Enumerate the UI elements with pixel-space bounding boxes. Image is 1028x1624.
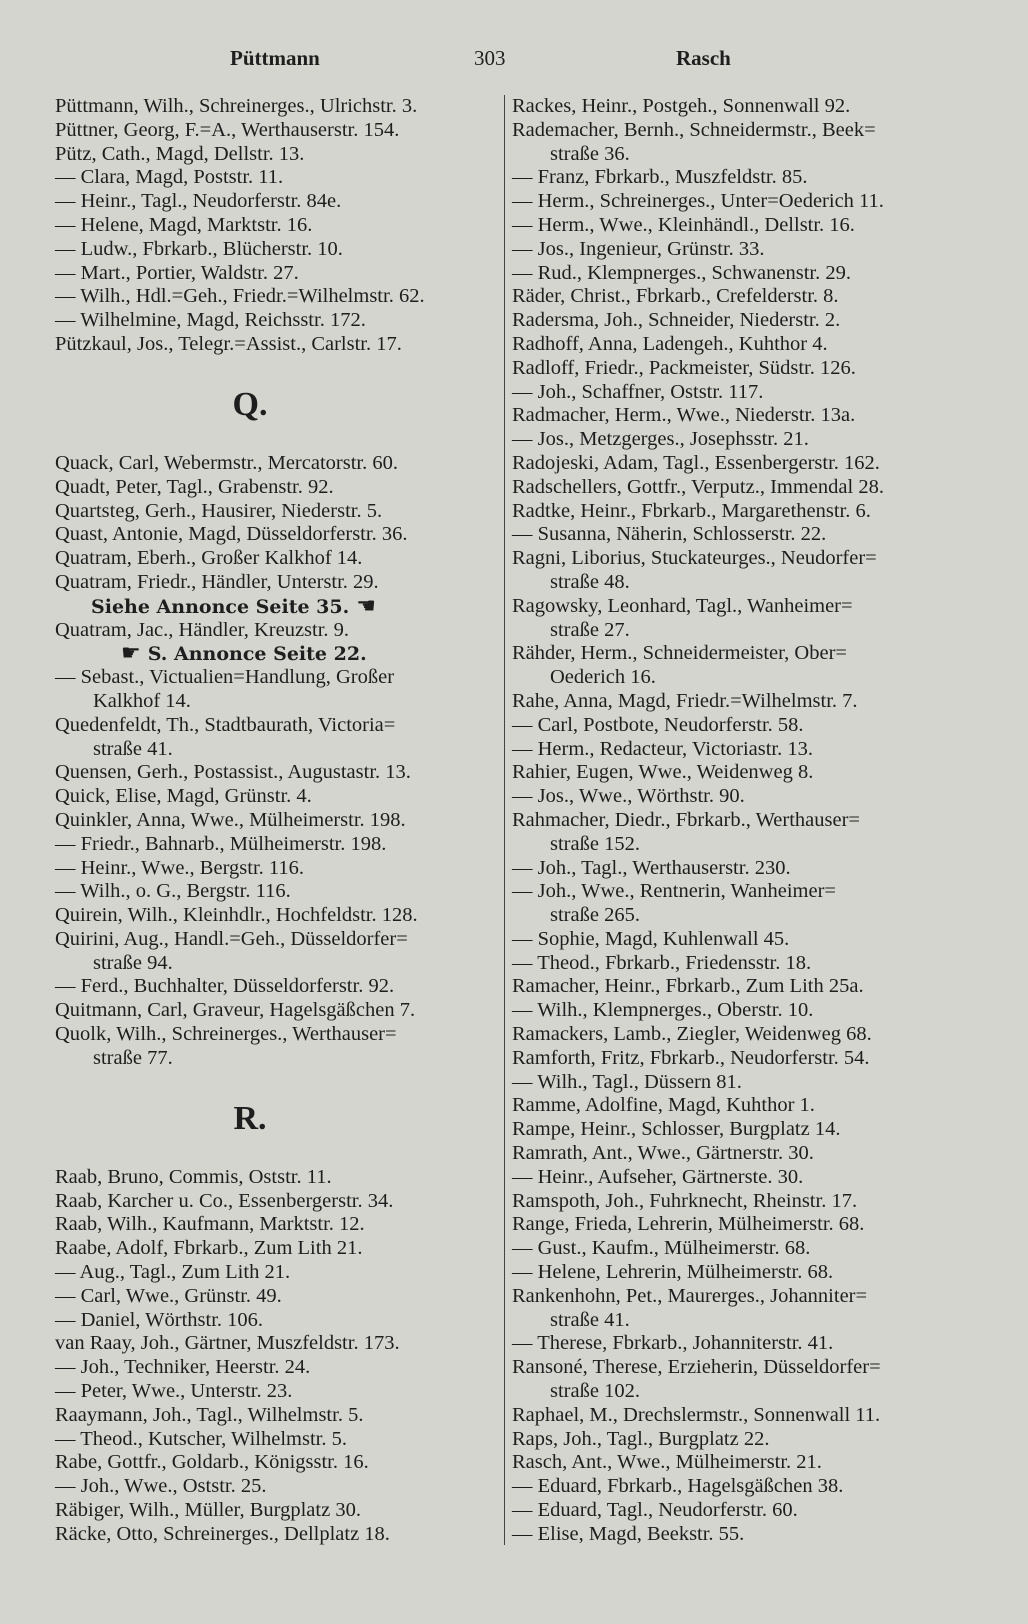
section-heading: Q. <box>232 385 268 423</box>
directory-entry: — Heinr., Wwe., Bergstr. 116. <box>55 856 305 879</box>
entry-continuation: straße 41. <box>93 737 173 760</box>
advertisement-reference <box>55 595 485 619</box>
directory-entry: — Sophie, Magd, Kuhlenwall 45. <box>512 927 790 950</box>
entry-continuation: straße 152. <box>550 832 640 855</box>
directory-entry: Quensen, Gerh., Postassist., Augustastr. 13. <box>55 761 411 784</box>
directory-entry: Quedenfeldt, Th., Stadtbaurath, Victoria= <box>55 713 396 736</box>
running-head-right: Rasch <box>676 46 731 70</box>
directory-entry: — Carl, Wwe., Grünstr. 49. <box>55 1284 282 1307</box>
directory-entry: Quatram, Eberh., Großer Kalkhof 14. <box>55 547 363 570</box>
directory-entry: Radloff, Friedr., Packmeister, Südstr. 126. <box>512 356 856 379</box>
directory-entry: Quinkler, Anna, Wwe., Mülheimerstr. 198. <box>55 808 406 831</box>
directory-entry: Raaymann, Joh., Tagl., Wilhelmstr. 5. <box>55 1403 364 1426</box>
directory-entry: Räder, Christ., Fbrkarb., Crefelderstr. 8. <box>512 285 839 308</box>
directory-entry: Raab, Wilh., Kaufmann, Marktstr. 12. <box>55 1213 365 1236</box>
pointing-hand-icon: ☚ <box>349 593 376 619</box>
directory-entry: — Wilh., Klempnerges., Oberstr. 10. <box>512 999 814 1022</box>
directory-entry: Püttner, Georg, F.=A., Werthauserstr. 154. <box>55 118 400 141</box>
directory-entry: — Friedr., Bahnarb., Mülheimerstr. 198. <box>55 832 387 855</box>
directory-entry: — Joh., Tagl., Werthauserstr. 230. <box>512 856 791 879</box>
directory-entry: Radojeski, Adam, Tagl., Essenbergerstr. 162. <box>512 451 880 474</box>
directory-entry: Quolk, Wilh., Schreinerges., Werthauser= <box>55 1023 397 1046</box>
directory-entry: Räbiger, Wilh., Müller, Burgplatz 30. <box>55 1499 361 1522</box>
directory-entry: — Eduard, Tagl., Neudorferstr. 60. <box>512 1499 798 1522</box>
directory-entry: — Elise, Magd, Beekstr. 55. <box>512 1522 745 1545</box>
directory-entry: Quitmann, Carl, Graveur, Hagelsgäßchen 7. <box>55 999 416 1022</box>
directory-entry: Püttmann, Wilh., Schreinerges., Ulrichstr. 3. <box>55 95 418 117</box>
directory-entry: — Joh., Wwe., Rentnerin, Wanheimer= <box>512 880 836 903</box>
directory-entry: Raab, Bruno, Commis, Oststr. 11. <box>55 1165 332 1188</box>
directory-entry: Pützkaul, Jos., Telegr.=Assist., Carlstr. 17. <box>55 332 402 355</box>
directory-entry: Rankenhohn, Pet., Maurerges., Johanniter= <box>512 1284 868 1307</box>
directory-entry: Ramacher, Heinr., Fbrkarb., Zum Lith 25a. <box>512 975 864 998</box>
directory-entry: — Carl, Postbote, Neudorferstr. 58. <box>512 713 804 736</box>
directory-entry: Ragni, Liborius, Stuckateurges., Neudorfer= <box>512 547 877 570</box>
directory-entry: Rahe, Anna, Magd, Friedr.=Wilhelmstr. 7. <box>512 689 858 712</box>
running-head-left: Püttmann <box>230 46 320 70</box>
directory-entry: — Herm., Redacteur, Victoriastr. 13. <box>512 737 814 760</box>
directory-entry: Räcke, Otto, Schreinerges., Dellplatz 18. <box>55 1522 390 1545</box>
directory-entry: — Helene, Magd, Marktstr. 16. <box>55 213 313 236</box>
directory-entry: Ramrath, Ant., Wwe., Gärtnerstr. 30. <box>512 1142 814 1165</box>
entry-continuation: Kalkhof 14. <box>93 689 191 712</box>
directory-entry: Radersma, Joh., Schneider, Niederstr. 2. <box>512 309 841 332</box>
directory-entry: — Theod., Kutscher, Wilhelmstr. 5. <box>55 1427 347 1450</box>
directory-entry: — Heinr., Tagl., Neudorferstr. 84e. <box>55 190 342 213</box>
page-number: 303 <box>474 46 506 70</box>
directory-entry: — Heinr., Aufseher, Gärtnerste. 30. <box>512 1165 804 1188</box>
directory-entry: Rahmacher, Diedr., Fbrkarb., Werthauser= <box>512 808 860 831</box>
directory-entry: Pütz, Cath., Magd, Dellstr. 13. <box>55 142 305 165</box>
right-column <box>512 95 962 1547</box>
directory-entry: — Eduard, Fbrkarb., Hagelsgäßchen 38. <box>512 1475 844 1498</box>
directory-entry: — Herm., Schreinerges., Unter=Oederich 11. <box>512 190 884 213</box>
directory-entry: Ransoné, Therese, Erzieherin, Düsseldorfer= <box>512 1356 881 1379</box>
section-heading: R. <box>233 1099 267 1137</box>
directory-entry: — Joh., Schaffner, Oststr. 117. <box>512 380 764 403</box>
directory-entry: Radhoff, Anna, Ladengeh., Kuhthor 4. <box>512 332 828 355</box>
entry-continuation: straße 27. <box>550 618 630 641</box>
directory-entry: — Aug., Tagl., Zum Lith 21. <box>55 1261 291 1284</box>
entry-continuation: straße 77. <box>93 1046 173 1069</box>
directory-entry: van Raay, Joh., Gärtner, Muszfeldstr. 173. <box>55 1332 400 1355</box>
directory-entry: Ramme, Adolfine, Magd, Kuhthor 1. <box>512 1094 815 1117</box>
column-divider <box>504 95 505 1545</box>
directory-entry: — Franz, Fbrkarb., Muszfeldstr. 85. <box>512 166 808 189</box>
directory-entry: — Herm., Wwe., Kleinhändl., Dellstr. 16. <box>512 213 855 236</box>
directory-entry: — Sebast., Victualien=Handlung, Großer <box>55 666 395 689</box>
entry-continuation: straße 36. <box>550 142 630 165</box>
directory-entry: Rähder, Herm., Schneidermeister, Ober= <box>512 642 847 665</box>
entry-continuation: straße 48. <box>550 570 630 593</box>
directory-entry: Rasch, Ant., Wwe., Mülheimerstr. 21. <box>512 1451 822 1474</box>
directory-entry: Raabe, Adolf, Fbrkarb., Zum Lith 21. <box>55 1237 363 1260</box>
entry-continuation: straße 41. <box>550 1308 630 1331</box>
directory-entry: Rampe, Heinr., Schlosser, Burgplatz 14. <box>512 1118 841 1141</box>
directory-entry: — Ludw., Fbrkarb., Blücherstr. 10. <box>55 237 343 260</box>
advertisement-text: Siehe Annonce Seite 35. <box>91 595 350 618</box>
directory-entry: Quack, Carl, Webermstr., Mercatorstr. 60. <box>55 451 398 474</box>
directory-entry: Quast, Antonie, Magd, Düsseldorferstr. 36. <box>55 523 408 546</box>
directory-entry: Radmacher, Herm., Wwe., Niederstr. 13a. <box>512 404 856 427</box>
directory-entry: — Therese, Fbrkarb., Johanniterstr. 41. <box>512 1332 834 1355</box>
directory-entry: Range, Frieda, Lehrerin, Mülheimerstr. 68. <box>512 1213 865 1236</box>
directory-entry: Ramackers, Lamb., Ziegler, Weidenweg 68. <box>512 1023 872 1046</box>
directory-entry: Raphael, M., Drechslermstr., Sonnenwall 11. <box>512 1403 881 1426</box>
directory-entry: Quirein, Wilh., Kleinhdlr., Hochfeldstr. 128. <box>55 904 418 927</box>
directory-entry: — Joh., Wwe., Oststr. 25. <box>55 1475 267 1498</box>
directory-entry: — Gust., Kaufm., Mülheimerstr. 68. <box>512 1237 811 1260</box>
directory-entry: — Wilhelmine, Magd, Reichsstr. 172. <box>55 309 366 332</box>
entry-continuation: straße 102. <box>550 1380 640 1403</box>
directory-entry: — Clara, Magd, Poststr. 11. <box>55 166 284 189</box>
directory-entry: — Jos., Metzgerges., Josephsstr. 21. <box>512 428 809 451</box>
directory-entry: — Rud., Klempnerges., Schwanenstr. 29. <box>512 261 851 284</box>
directory-entry: Quadt, Peter, Tagl., Grabenstr. 92. <box>55 475 334 498</box>
directory-entry: — Susanna, Näherin, Schlosserstr. 22. <box>512 523 827 546</box>
directory-entry: Quirini, Aug., Handl.=Geh., Düsseldorfer= <box>55 927 408 950</box>
directory-entry: — Wilh., Tagl., Düssern 81. <box>512 1070 742 1093</box>
directory-entry: Rahier, Eugen, Wwe., Weidenweg 8. <box>512 761 814 784</box>
directory-entry: — Ferd., Buchhalter, Düsseldorferstr. 92. <box>55 975 395 998</box>
directory-entry: Quatram, Friedr., Händler, Unterstr. 29. <box>55 570 379 593</box>
directory-entry: Quartsteg, Gerh., Hausirer, Niederstr. 5. <box>55 499 383 522</box>
directory-entry: Raps, Joh., Tagl., Burgplatz 22. <box>512 1427 770 1450</box>
left-column <box>55 95 485 1547</box>
directory-entry: Raab, Karcher u. Co., Essenbergerstr. 34. <box>55 1189 394 1212</box>
directory-entry: Quick, Elise, Magd, Grünstr. 4. <box>55 785 312 808</box>
directory-entry: Rademacher, Bernh., Schneidermstr., Beek= <box>512 118 876 141</box>
directory-entry: — Wilh., Hdl.=Geh., Friedr.=Wilhelmstr. 62. <box>55 285 425 308</box>
directory-entry: Ramforth, Fritz, Fbrkarb., Neudorferstr. 54. <box>512 1046 870 1069</box>
directory-entry: — Peter, Wwe., Unterstr. 23. <box>55 1380 293 1403</box>
pointing-hand-icon: ☛ <box>121 641 148 667</box>
entry-continuation: Oederich 16. <box>550 666 656 689</box>
directory-entry: — Theod., Fbrkarb., Friedensstr. 18. <box>512 951 812 974</box>
directory-entry: — Jos., Ingenieur, Grünstr. 33. <box>512 237 765 260</box>
directory-entry: — Mart., Portier, Waldstr. 27. <box>55 261 299 284</box>
directory-entry: Radschellers, Gottfr., Verputz., Immendal 28. <box>512 475 884 498</box>
entry-continuation: straße 94. <box>93 951 173 974</box>
directory-entry: — Jos., Wwe., Wörthstr. 90. <box>512 785 745 808</box>
directory-entry: — Helene, Lehrerin, Mülheimerstr. 68. <box>512 1261 834 1284</box>
directory-entry: — Wilh., o. G., Bergstr. 116. <box>55 880 291 903</box>
directory-entry: Ramspoth, Joh., Fuhrknecht, Rheinstr. 17. <box>512 1189 858 1212</box>
entry-continuation: straße 265. <box>550 904 640 927</box>
directory-entry: Rabe, Gottfr., Goldarb., Königsstr. 16. <box>55 1451 369 1474</box>
advertisement-text: S. Annonce Seite 22. <box>147 643 367 666</box>
directory-entry: Radtke, Heinr., Fbrkarb., Margarethenstr. 6. <box>512 499 871 522</box>
directory-entry: Rackes, Heinr., Postgeh., Sonnenwall 92. <box>512 95 851 117</box>
directory-entry: — Joh., Techniker, Heerstr. 24. <box>55 1356 311 1379</box>
directory-entry: Quatram, Jac., Händler, Kreuzstr. 9. <box>55 618 350 641</box>
directory-entry: — Daniel, Wörthstr. 106. <box>55 1308 264 1331</box>
directory-entry: Ragowsky, Leonhard, Tagl., Wanheimer= <box>512 594 853 617</box>
advertisement-reference <box>55 642 485 666</box>
